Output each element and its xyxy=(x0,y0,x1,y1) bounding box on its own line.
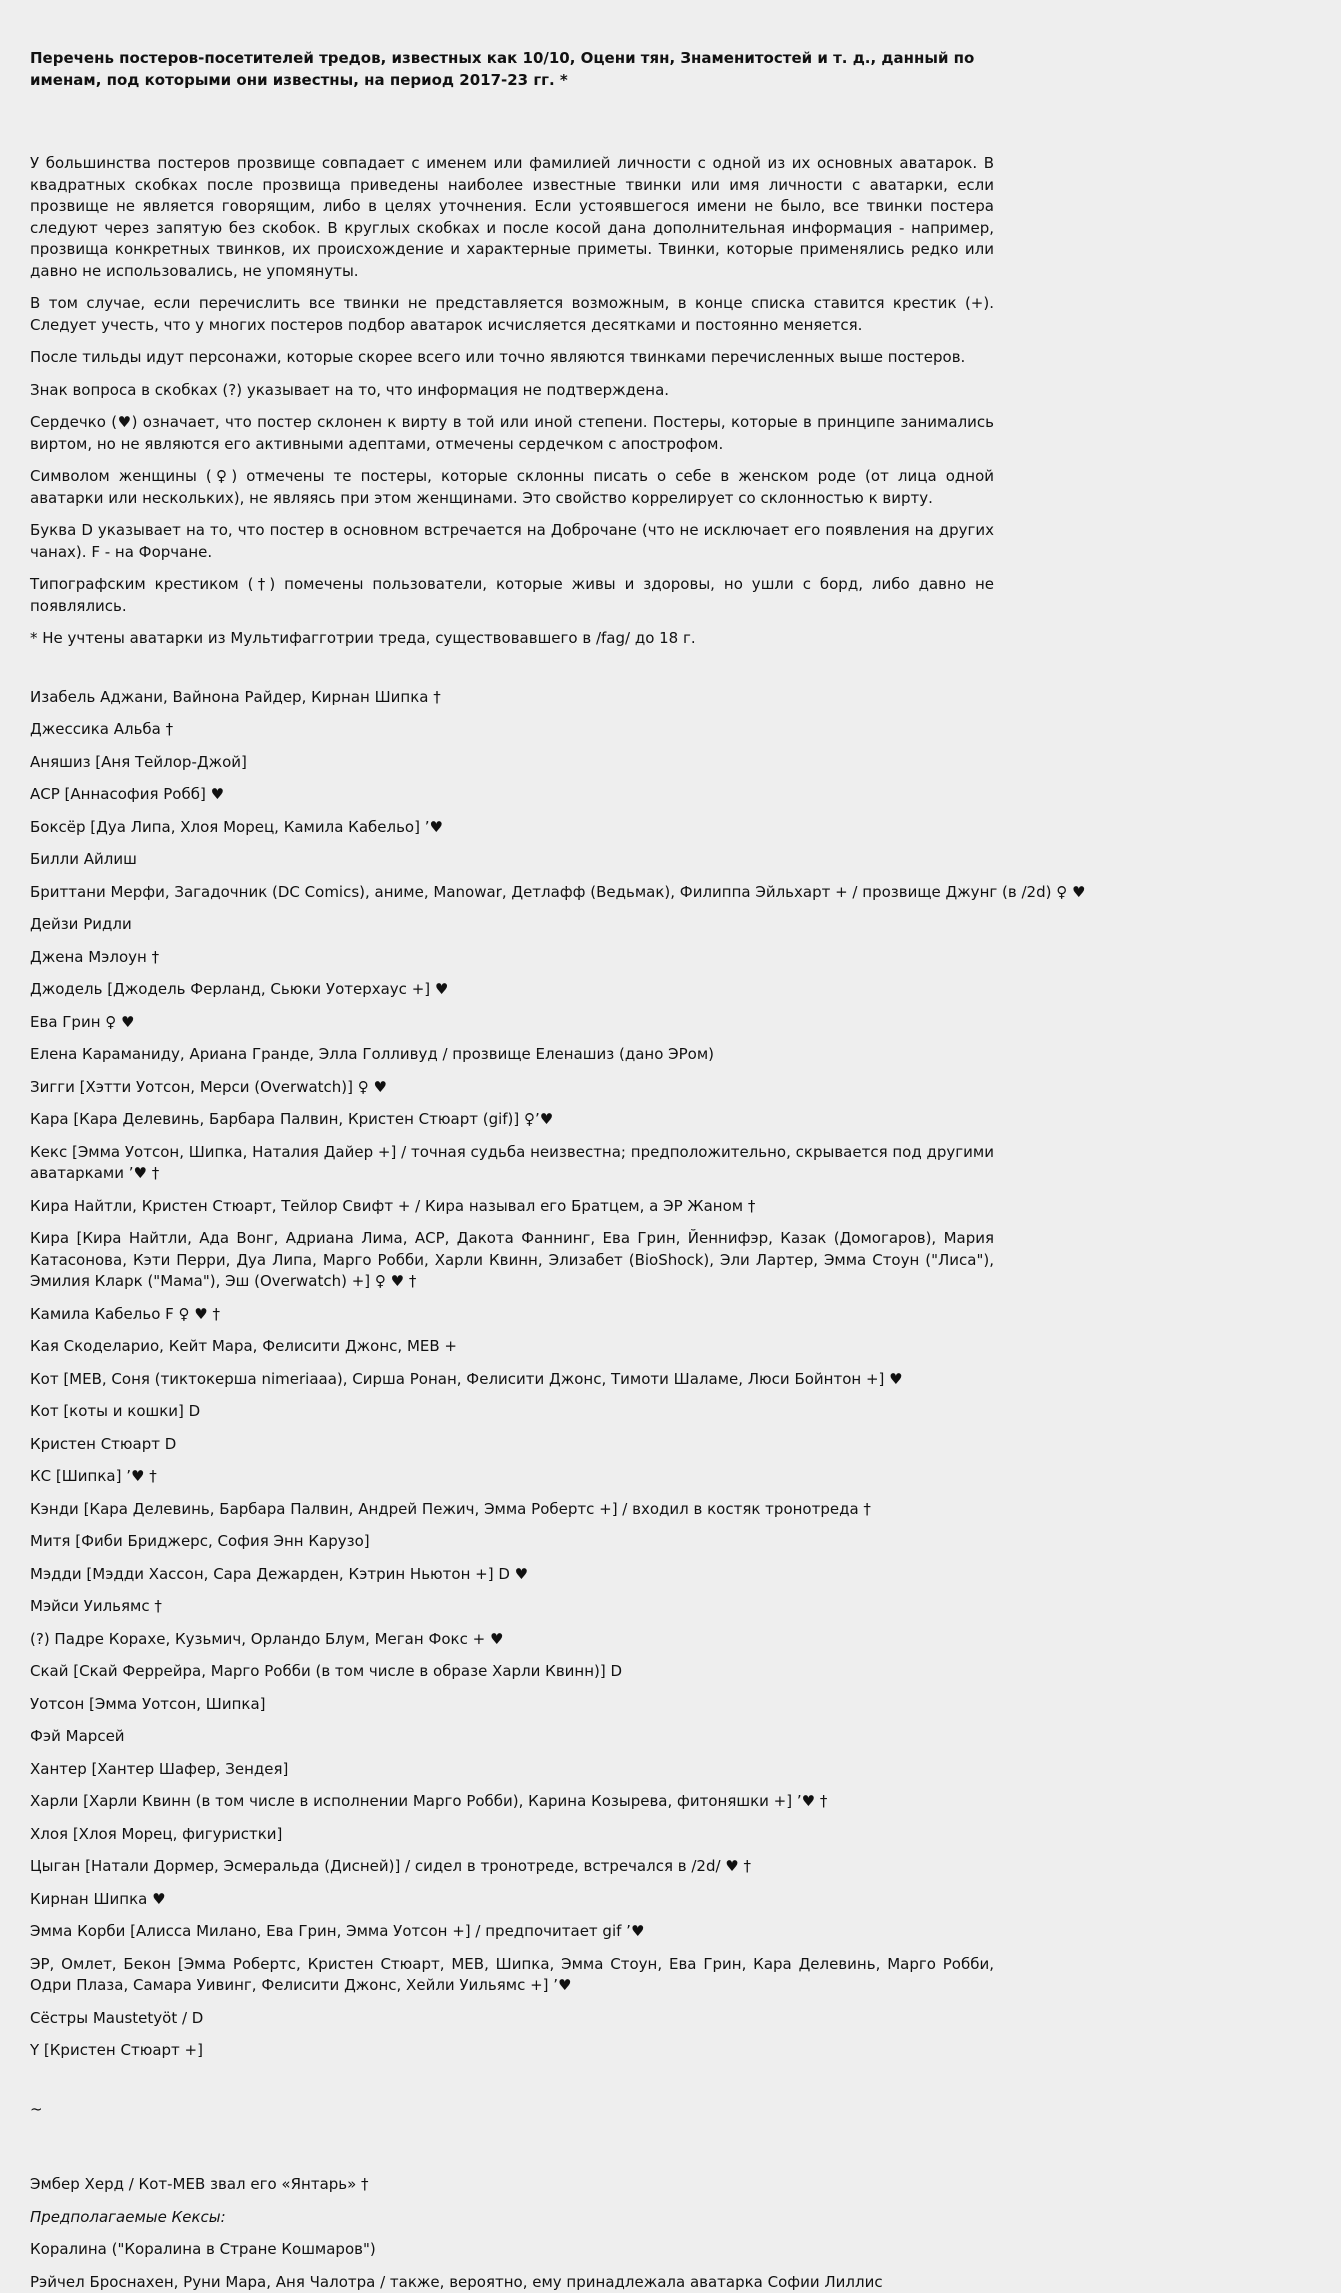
tilde-mark: ~ xyxy=(30,2099,994,2121)
list-item: Мэдди [Мэдди Хассон, Сара Дежарден, Кэтрин Ньютон +] D ♥ xyxy=(30,1564,994,1586)
list-item: АСР [Аннасофия Робб] ♥ xyxy=(30,784,994,806)
list-item: Аняшиз [Аня Тейлор-Джой] xyxy=(30,752,994,774)
intro-paragraph: Сердечко (♥) означает, что постер склонен к вирту в той или иной степени. Постеры, которые в принципе занимались виртом, но не являются его активными адептами, отмечены сердечком с апострофом. xyxy=(30,412,994,455)
list-item: Кот [МЕВ, Соня (тиктокерша nimeriaaa), Сирша Ронан, Фелисити Джонс, Тимоти Шаламе, Люси Бойнтон +] ♥ xyxy=(30,1369,994,1391)
list-item: Билли Айлиш xyxy=(30,849,994,871)
list-item: Камила Кабельо F ♀ ♥ † xyxy=(30,1304,994,1326)
list-item: КС [Шипка] ʼ♥ † xyxy=(30,1466,994,1488)
document-title: Перечень постеров-посетителей тредов, известных как 10/10, Оцени тян, Знаменитостей и т. д., данный по именам, под которыми они известны, на период 2017-23 гг. * xyxy=(30,48,994,91)
section-heading: Предполагаемые Кексы: xyxy=(30,2207,994,2229)
list-item: Скай [Скай Феррейра, Марго Робби (в том числе в образе Харли Квинн)] D xyxy=(30,1661,994,1683)
list-item: Кекс [Эмма Уотсон, Шипка, Наталия Дайер +] / точная судьба неизвестна; предположительно, скрывается под другими аватарками ʼ♥ † xyxy=(30,1142,994,1185)
list-item: Уотсон [Эмма Уотсон, Шипка] xyxy=(30,1694,994,1716)
list-item: Эмбер Херд / Кот-МЕВ звал его «Янтарь» † xyxy=(30,2174,994,2196)
list-item: (?) Падре Корахе, Кузьмич, Орландо Блум, Меган Фокс + ♥ xyxy=(30,1629,994,1651)
list-item: Изабель Аджани, Вайнона Райдер, Кирнан Шипка † xyxy=(30,687,994,709)
list-item: Митя [Фиби Бриджерс, София Энн Карузо] xyxy=(30,1531,994,1553)
list-item: Кот [коты и кошки] D xyxy=(30,1401,994,1423)
alt-accounts-section xyxy=(30,2174,994,2293)
list-item: ЭР, Омлет, Бекон [Эмма Робертс, Кристен Стюарт, МЕВ, Шипка, Эмма Стоун, Ева Грин, Кара Делевинь, Марго Робби, Одри Плаза, Самара Уивинг, Фелисити Джонс, Хейли Уильямс +] ʼ♥ xyxy=(30,1954,994,1997)
list-item: Кира Найтли, Кристен Стюарт, Тейлор Свифт + / Кира называл его Братцем, а ЭР Жаном † xyxy=(30,1196,994,1218)
list-item: Бриттани Мерфи, Загадочник (DC Comics), аниме, Manowar, Детлафф (Ведьмак), Филиппа Эйльхарт + / прозвище Джунг (в /2d) ♀ ♥ xyxy=(30,882,994,904)
list-item: Цыган [Натали Дормер, Эсмеральда (Дисней)] / сидел в тронотреде, встречался в /2d/ ♥ † xyxy=(30,1856,994,1878)
list-item: Мэйси Уильямс † xyxy=(30,1596,994,1618)
intro-paragraph: Знак вопроса в скобках (?) указывает на то, что информация не подтверждена. xyxy=(30,380,994,402)
list-item: Кэнди [Кара Делевинь, Барбара Палвин, Андрей Пежич, Эмма Робертс +] / входил в костяк тронотреда † xyxy=(30,1499,994,1521)
tilde-separator xyxy=(30,2099,994,2121)
intro-paragraph: У большинства постеров прозвище совпадает с именем или фамилией личности с одной из их основных аватарок. В квадратных скобках после прозвища приведены наиболее известные твинки или имя личности с аватарки, если прозвище не является говорящим, либо в целях уточнения. Если устоявшегося имени не было, все твинки постера следуют через запятую без скобок. В круглых скобках и после косой дана дополнительная информация - например, прозвища конкретных твинков, их происхождение и характерные приметы. Твинки, которые применялись редко или давно не использовались, не упомянуты. xyxy=(30,153,994,282)
list-item: Хантер [Хантер Шафер, Зендея] xyxy=(30,1759,994,1781)
list-item: Фэй Марсей xyxy=(30,1726,994,1748)
list-item: Джена Мэлоун † xyxy=(30,947,994,969)
list-item: Зигги [Хэтти Уотсон, Мерси (Overwatch)] ♀ ♥ xyxy=(30,1077,994,1099)
list-item: Джессика Альба † xyxy=(30,719,994,741)
list-item: Кира [Кира Найтли, Ада Вонг, Адриана Лима, АСР, Дакота Фаннинг, Ева Грин, Йеннифэр, Казак (Домогаров), Мария Катасонова, Кэти Перри, Дуа Липа, Марго Робби, Харли Квинн, Элизабет (BioShock), Эли Лартер, Эмма Стоун ("Лиса"), Эмилия Кларк ("Мама"), Эш (Overwatch) +] ♀ ♥ † xyxy=(30,1228,994,1293)
list-item: Боксёр [Дуа Липа, Хлоя Морец, Камила Кабельо] ʼ♥ xyxy=(30,817,994,839)
list-item: Елена Караманиду, Ариана Гранде, Элла Голливуд / прозвище Еленашиз (дано ЭРом) xyxy=(30,1044,994,1066)
intro-paragraph: Буква D указывает на то, что постер в основном встречается на Доброчане (что не исключает его появления на других чанах). F - на Форчане. xyxy=(30,520,994,563)
list-item: Дейзи Ридли xyxy=(30,914,994,936)
list-item: Кара [Кара Делевинь, Барбара Палвин, Кристен Стюарт (gif)] ♀ʼ♥ xyxy=(30,1109,994,1131)
list-item: Кая Скоделарио, Кейт Мара, Фелисити Джонс, МЕВ + xyxy=(30,1336,994,1358)
list-item: Коралина ("Коралина в Стране Кошмаров") xyxy=(30,2239,994,2261)
list-item: Сёстры Maustetyöt / D xyxy=(30,2008,994,2030)
footnote: * Не учтены аватарки из Мультифагготрии треда, существовавшего в /fag/ до 18 г. xyxy=(30,628,994,650)
list-item: Джодель [Джодель Ферланд, Сьюки Уотерхаус +] ♥ xyxy=(30,979,994,1001)
list-item: Рэйчел Броснахен, Руни Мара, Аня Чалотра / также, вероятно, ему принадлежала аватарка Софии Лиллис xyxy=(30,2272,994,2293)
intro-paragraph: В том случае, если перечислить все твинки не представляется возможным, в конце списка ставится крестик (+). Следует учесть, что у многих постеров подбор аватарок исчисляется десятками и постоянно меняется. xyxy=(30,293,994,336)
list-item: Ева Грин ♀ ♥ xyxy=(30,1012,994,1034)
list-item: Харли [Харли Квинн (в том числе в исполнении Марго Робби), Карина Козырева, фитоняшки +] ʼ♥ † xyxy=(30,1791,994,1813)
list-item: Кристен Стюарт D xyxy=(30,1434,994,1456)
list-item: Кирнан Шипка ♥ xyxy=(30,1889,994,1911)
list-item: Эмма Корби [Алисса Милано, Ева Грин, Эмма Уотсон +] / предпочитает gif ʼ♥ xyxy=(30,1921,994,1943)
list-item: Y [Кристен Стюарт +] xyxy=(30,2040,994,2062)
intro-paragraph: Символом женщины (♀) отмечены те постеры, которые склонны писать о себе в женском роде (от лица одной аватарки или нескольких), не являясь при этом женщинами. Это свойство коррелирует со склонностью к вирту. xyxy=(30,466,994,509)
list-item: Хлоя [Хлоя Морец, фигуристки] xyxy=(30,1824,994,1846)
intro-paragraph: После тильды идут персонажи, которые скорее всего или точно являются твинками перечисленных выше постеров. xyxy=(30,347,994,369)
intro-paragraph: Типографским крестиком (†) помечены пользователи, которые живы и здоровы, но ушли с борд, либо давно не появлялись. xyxy=(30,574,994,617)
poster-list xyxy=(30,687,994,2062)
intro-section xyxy=(30,153,994,650)
